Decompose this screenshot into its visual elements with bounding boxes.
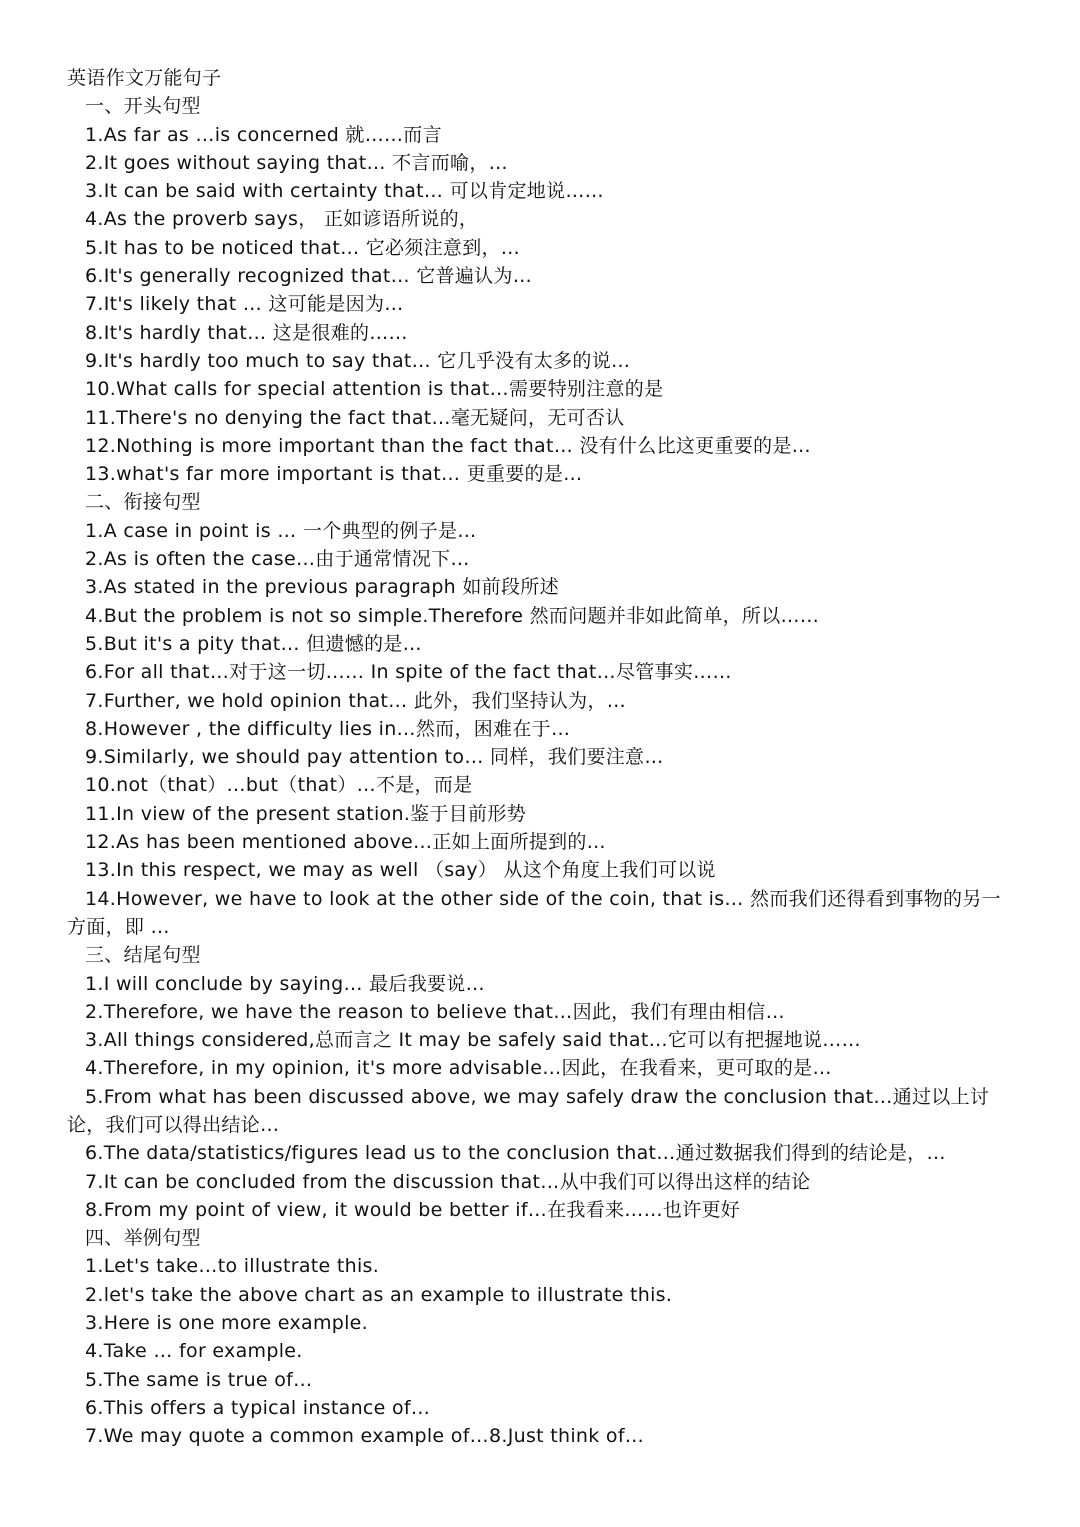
sentence-line: 1.A case in point is … 一个典型的例子是…	[85, 519, 477, 542]
sentence-line: 4.As the proverb says， 正如谚语所说的，	[85, 208, 479, 231]
sentence-line: 5.From what has been discussed above, we may safely draw the conclusion that…通过以上讨论，我们可以得出结论…	[67, 1085, 990, 1136]
sentence-line: 8.However , the difficulty lies in…然而，困难在于…	[85, 717, 571, 740]
sentence-line: 2.Therefore, we have the reason to believe that…因此，我们有理由相信…	[85, 1000, 785, 1023]
sentence-line: 3.It can be said with certainty that… 可以肯定地说……	[85, 180, 604, 203]
sentence-line: 11.In view of the present station.鉴于目前形势	[85, 802, 526, 825]
sentence-line: 3.All things considered,总而言之 It may be safely said that…它可以有把握地说……	[85, 1029, 861, 1052]
section-heading: 一、开头句型	[85, 95, 201, 118]
sentence-line: 11.There's no denying the fact that…毫无疑问，无可否认	[85, 406, 625, 429]
document-body	[67, 92, 1027, 1450]
document-page	[67, 64, 1027, 1451]
sentence-line: 2.let's take the above chart as an example to illustrate this.	[85, 1283, 673, 1306]
section-heading: 三、结尾句型	[85, 944, 201, 967]
sentence-line: 10.not（that）…but（that）…不是，而是	[85, 774, 473, 797]
sentence-line: 5.But it's a pity that… 但遗憾的是…	[85, 632, 422, 655]
sentence-line: 9.It's hardly too much to say that… 它几乎没有太多的说…	[85, 349, 631, 372]
sentence-line: 10.What calls for special attention is that…需要特别注意的是	[85, 378, 664, 401]
sentence-line: 7.Further, we hold opinion that… 此外，我们坚持认为，…	[85, 689, 627, 712]
sentence-line: 5.The same is true of…	[85, 1368, 313, 1391]
sentence-line: 7.We may quote a common example of…8.Just think of…	[85, 1425, 645, 1448]
sentence-line: 6.For all that…对于这一切…… In spite of the fact that…尽管事实……	[85, 661, 732, 684]
sentence-line: 14.However, we have to look at the other side of the coin, that is… 然而我们还得看到事物的另一方面，即 …	[67, 887, 1001, 938]
sentence-line: 1.Let's take…to illustrate this.	[85, 1255, 380, 1278]
sentence-line: 12.As has been mentioned above…正如上面所提到的…	[85, 831, 606, 854]
sentence-line: 8.It's hardly that… 这是很难的……	[85, 321, 408, 344]
sentence-line: 8.From my point of view, it would be better if…在我看来……也许更好	[85, 1198, 741, 1221]
sentence-line: 13.In this respect, we may as well （say） 从这个角度上我们可以说	[85, 859, 716, 882]
section-heading: 二、衔接句型	[85, 491, 201, 514]
document-title: 英语作文万能句子	[67, 67, 222, 89]
sentence-line: 5.It has to be noticed that… 它必须注意到，…	[85, 236, 521, 259]
sentence-line: 2.As is often the case…由于通常情况下…	[85, 548, 470, 571]
sentence-line: 4.Therefore, in my opinion, it's more advisable…因此，在我看来，更可取的是…	[85, 1057, 832, 1080]
sentence-line: 7.It can be concluded from the discussion that…从中我们可以得出这样的结论	[85, 1170, 811, 1193]
sentence-line: 6.It's generally recognized that… 它普遍认为…	[85, 265, 533, 288]
sentence-line: 1.As far as …is concerned 就……而言	[85, 123, 442, 146]
sentence-line: 7.It's likely that … 这可能是因为…	[85, 293, 404, 316]
sentence-line: 2.It goes without saying that… 不言而喻，…	[85, 151, 508, 174]
sentence-line: 13.what's far more important is that… 更重要的是…	[85, 463, 583, 486]
sentence-line: 4.Take … for example.	[85, 1340, 303, 1363]
sentence-line: 6.The data/statistics/figures lead us to the conclusion that…通过数据我们得到的结论是，…	[85, 1142, 946, 1165]
sentence-line: 3.Here is one more example.	[85, 1312, 369, 1335]
sentence-line: 9.Similarly, we should pay attention to… 同样，我们要注意…	[85, 746, 664, 769]
sentence-line: 3.As stated in the previous paragraph 如前段所述	[85, 576, 559, 599]
section-heading: 四、举例句型	[85, 1227, 201, 1250]
sentence-line: 12.Nothing is more important than the fact that… 没有什么比这更重要的是…	[85, 434, 811, 457]
sentence-line: 4.But the problem is not so simple.Therefore 然而问题并非如此简单，所以……	[85, 604, 820, 627]
sentence-line: 1.I will conclude by saying… 最后我要说…	[85, 972, 485, 995]
sentence-line: 6.This offers a typical instance of…	[85, 1396, 431, 1419]
